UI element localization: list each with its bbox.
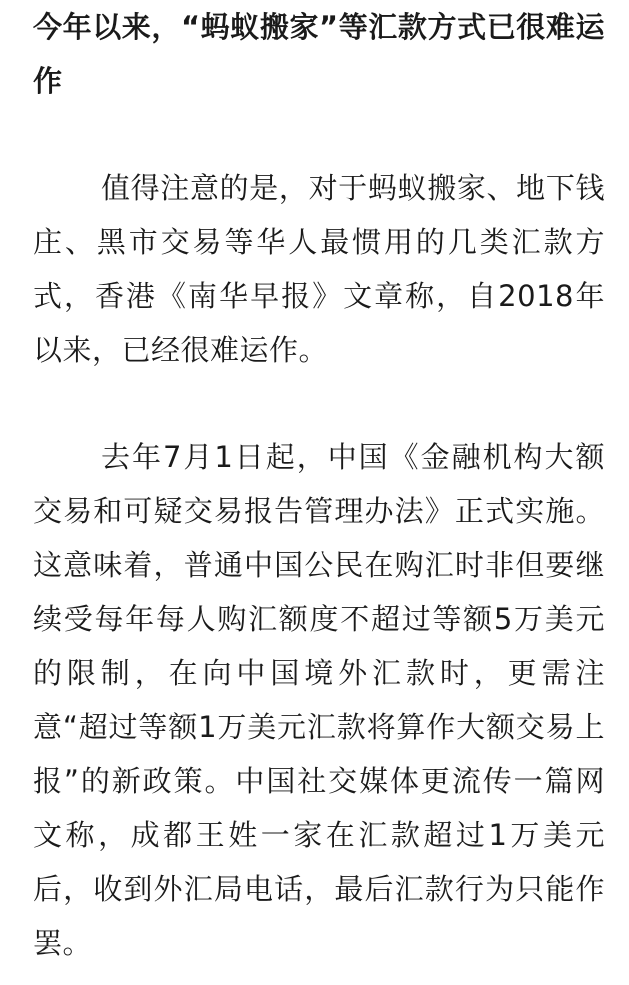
paragraph-remittance-methods: 值得注意的是，对于蚂蚁搬家、地下钱庄、黑市交易等华人最惯用的几类汇款方式，香港《南华早报》文章称，自2018年以来，已经很难运作。: [33, 171, 605, 367]
section-heading: 今年以来，“蚂蚁搬家”等汇款方式已很难运作: [33, 10, 605, 98]
paragraph-regulation: 去年7月1日起，中国《金融机构大额交易和可疑交易报告管理办法》正式实施。这意味着，普通中国公民在购汇时非但要继续受每年每人购汇额度不超过等额5万美元的限制，在向中国境外汇款时，更需注意“超过等额1万美元汇款将算作大额交易上报”的新政策。中国社交媒体更流传一篇网文称，成都王姓一家在汇款超过1万美元后，收到外汇局电话，最后汇款行为只能作罢。: [33, 440, 605, 960]
article-body: [33, 0, 605, 970]
